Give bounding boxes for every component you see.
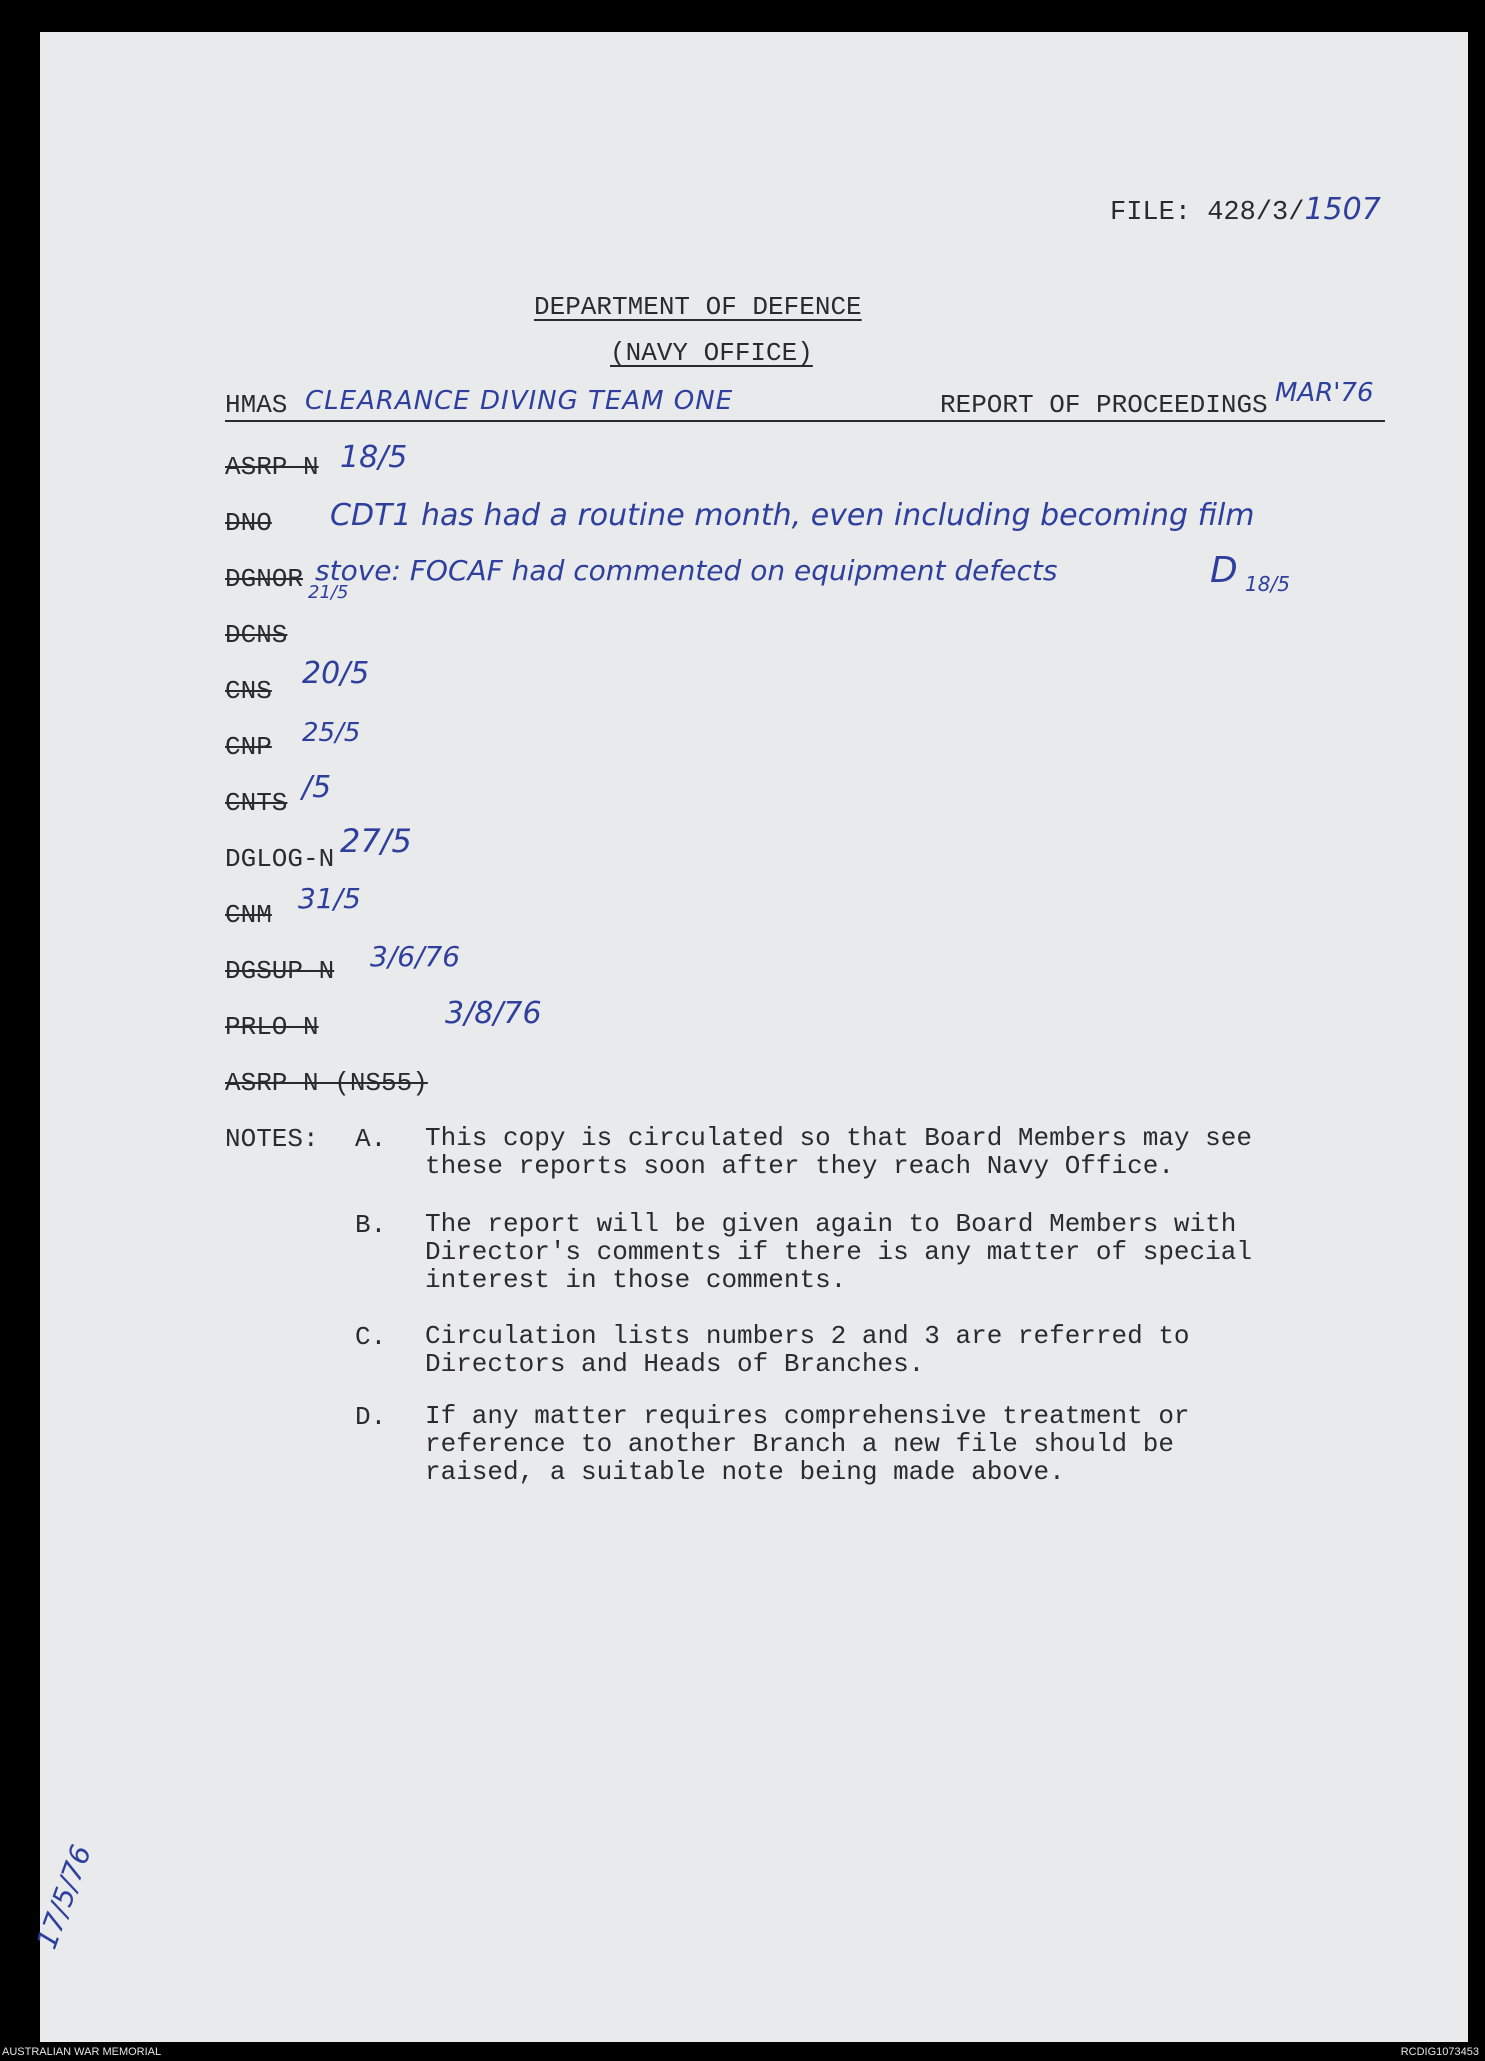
handwritten-minute-line2: stove: FOCAF had commented on equipment defects bbox=[315, 554, 1058, 587]
routing-code: DCNS bbox=[225, 620, 288, 650]
note-line: Director's comments if there is any matter of special bbox=[425, 1237, 1252, 1267]
archive-credit: AUSTRALIAN WAR MEMORIAL bbox=[2, 2046, 162, 2058]
routing-code: DNO bbox=[225, 508, 272, 538]
report-header-line bbox=[225, 378, 1385, 422]
file-label: FILE: 428/3/ bbox=[1110, 198, 1305, 228]
routing-annotation: 21/5 bbox=[308, 582, 349, 603]
routing-code: DGLOG-N bbox=[225, 844, 335, 874]
note-line: This copy is circulated so that Board Members may see bbox=[425, 1123, 1252, 1153]
note-line: Circulation lists numbers 2 and 3 are referred to bbox=[425, 1321, 1190, 1351]
ship-name-handwritten: CLEARANCE DIVING TEAM ONE bbox=[305, 386, 734, 416]
note-line: Directors and Heads of Branches. bbox=[425, 1349, 925, 1379]
routing-annotation: 27/5 bbox=[340, 822, 412, 860]
routing-code: CNTS bbox=[225, 788, 288, 818]
margin-handwritten-note: 17/5/76 bbox=[30, 1840, 98, 1954]
routing-annotation: 20/5 bbox=[302, 656, 370, 691]
routing-annotation: 3/6/76 bbox=[370, 940, 461, 973]
note-text bbox=[425, 1402, 1190, 1486]
note-line: reference to another Branch a new file should be bbox=[425, 1429, 1174, 1459]
routing-annotation: 18/5 bbox=[340, 440, 408, 475]
note-line: these reports soon after they reach Navy Office. bbox=[425, 1151, 1174, 1181]
routing-annotation: 31/5 bbox=[298, 882, 361, 915]
note-text bbox=[425, 1210, 1252, 1294]
notes-label: NOTES: bbox=[225, 1124, 319, 1154]
period-handwritten: MAR'76 bbox=[1275, 378, 1374, 408]
note-letter: D. bbox=[355, 1402, 387, 1432]
note-letter: B. bbox=[355, 1210, 387, 1240]
routing-code: ASRP-N (NS55) bbox=[225, 1068, 428, 1098]
file-number-handwritten: 1507 bbox=[1304, 192, 1381, 227]
file-reference bbox=[1110, 192, 1381, 228]
routing-code: ASRP-N bbox=[225, 452, 319, 482]
routing-code: CNM bbox=[225, 900, 272, 930]
routing-code: PRLO-N bbox=[225, 1012, 319, 1042]
note-line: interest in those comments. bbox=[425, 1265, 847, 1295]
routing-code: CNP bbox=[225, 732, 272, 762]
note-line: If any matter requires comprehensive treatment or bbox=[425, 1401, 1190, 1431]
note-letter: C. bbox=[355, 1322, 387, 1352]
routing-annotation: 25/5 bbox=[302, 718, 361, 748]
office-title: (NAVY OFFICE) bbox=[610, 338, 813, 368]
report-label: REPORT OF PROCEEDINGS bbox=[940, 390, 1268, 420]
note-text bbox=[425, 1124, 1252, 1180]
routing-annotation: 3/8/76 bbox=[445, 996, 542, 1031]
minute-date: 18/5 bbox=[1245, 572, 1290, 596]
note-letter: A. bbox=[355, 1124, 387, 1154]
department-title: DEPARTMENT OF DEFENCE bbox=[534, 292, 862, 322]
minute-initials: D bbox=[1210, 550, 1238, 591]
note-line: The report will be given again to Board Members with bbox=[425, 1209, 1237, 1239]
document-page bbox=[30, 32, 1468, 2042]
routing-code: CNS bbox=[225, 676, 272, 706]
note-line: raised, a suitable note being made above. bbox=[425, 1457, 1065, 1487]
archive-id: RCDIG1073453 bbox=[1400, 2046, 1479, 2058]
note-text bbox=[425, 1322, 1190, 1378]
routing-annotation: /5 bbox=[302, 770, 332, 805]
handwritten-minute-line1: CDT1 has had a routine month, even including becoming film bbox=[330, 498, 1255, 533]
hmas-label: HMAS bbox=[225, 390, 288, 420]
routing-code: DGSUP-N bbox=[225, 956, 335, 986]
routing-code: DGNOR bbox=[225, 564, 304, 594]
